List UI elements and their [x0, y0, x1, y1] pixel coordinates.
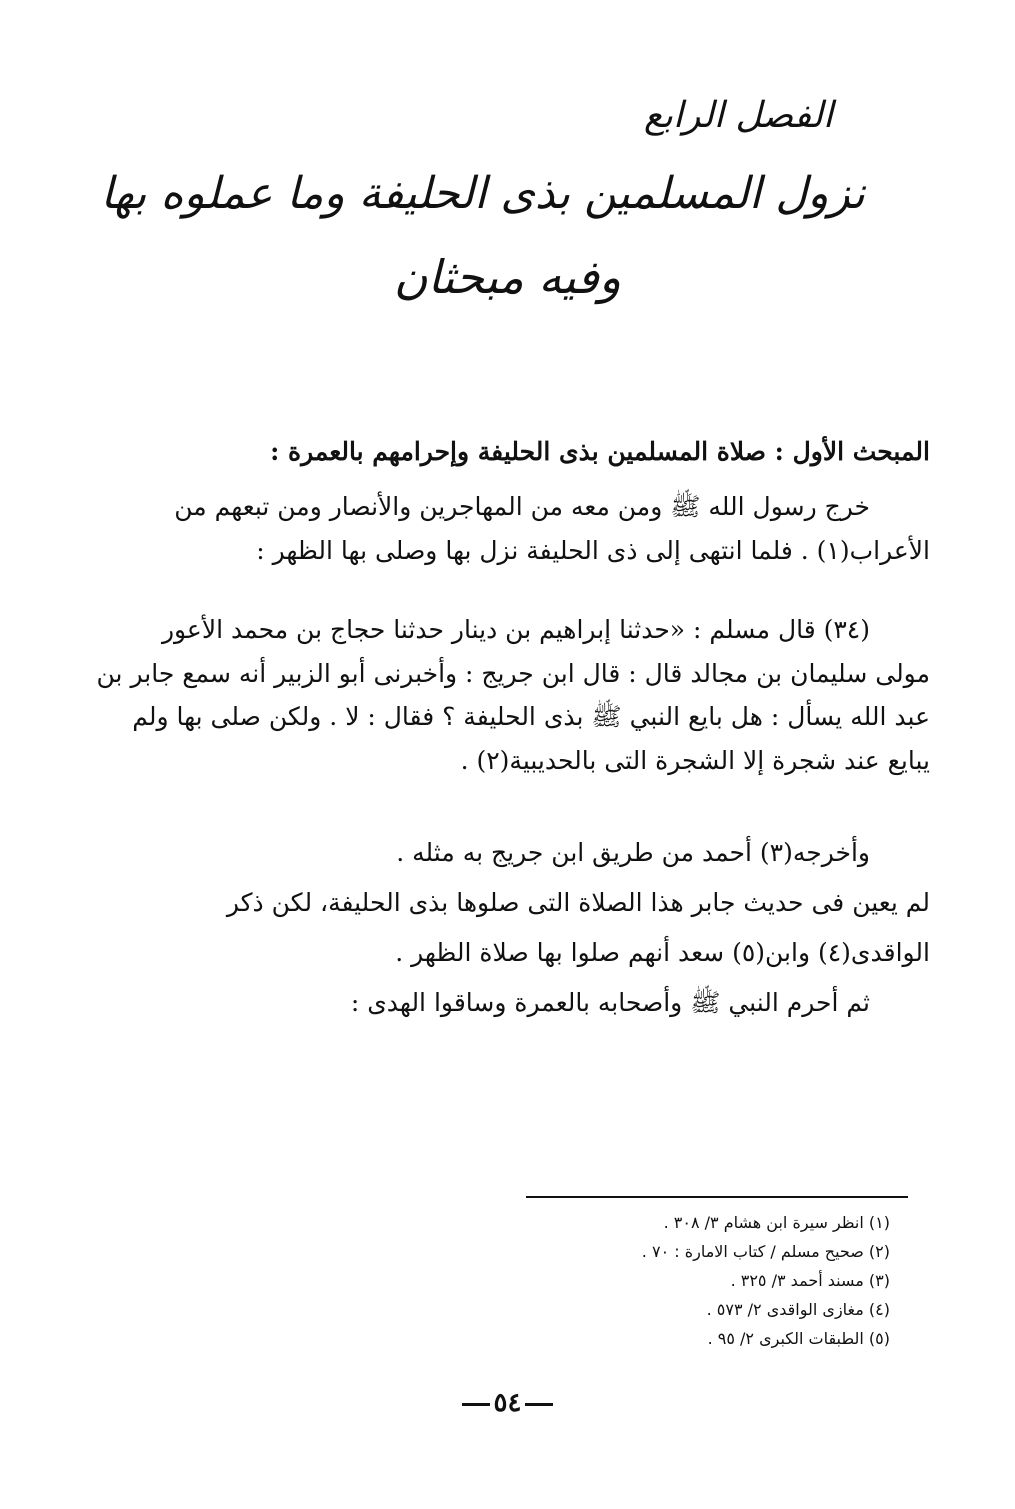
footnote: (٥) الطبقات الكبرى ٢/ ٩٥ . [707, 1329, 890, 1348]
paragraph-commentary [130, 828, 930, 1028]
paragraph-line: خرج رسول الله ﷺ ومن معه من المهاجرين والأنصار ومن تبعهم من [174, 492, 870, 521]
footnote: (١) انظر سيرة ابن هشام ٣/ ٣٠٨ . [663, 1213, 890, 1232]
dash-right [525, 1403, 553, 1406]
paragraph-intro [130, 485, 930, 573]
paragraph-line: لم يعين فى حديث جابر هذا الصلاة التى صلوها بذى الحليفة، لكن ذكر [226, 888, 930, 917]
footnote: (٤) مغازى الواقدى ٢/ ٥٧٣ . [706, 1300, 890, 1319]
footnote: (٢) صحيح مسلم / كتاب الامارة : ٧٠ . [641, 1242, 890, 1261]
footnote-divider [526, 1196, 908, 1198]
footnotes [490, 1208, 890, 1353]
dash-left [462, 1403, 490, 1406]
paragraph-line: الأعراب(١) . فلما انتهى إلى ذى الحليفة نزل بها وصلى بها الظهر : [256, 536, 930, 565]
paragraph-line: ثم أحرم النبي ﷺ وأصحابه بالعمرة وساقوا الهدى : [350, 988, 870, 1017]
paragraph-line: مولى سليمان بن مجالد قال : قال ابن جريج : وأخبرنى أبو الزبير أنه سمع جابر بن [96, 658, 930, 688]
page-number [0, 1388, 1015, 1418]
paragraph-line: عبد الله يسأل : هل بايع النبي ﷺ بذى الحليفة ؟ فقال : لا . ولكن صلى بها ولم [132, 702, 930, 731]
chapter-subtitle-line2: وفيه مبحثان [393, 250, 622, 304]
footnote: (٣) مسند أحمد ٣/ ٣٢٥ . [730, 1271, 890, 1290]
paragraph-line: (٣٤) قال مسلم : «حدثنا إبراهيم بن دينار حدثنا حجاج بن محمد الأعور [161, 615, 870, 644]
paragraph-line: الواقدى(٤) وابن(٥) سعد أنهم صلوا بها صلاة الظهر . [395, 938, 930, 967]
section-heading: المبحث الأول : صلاة المسلمين بذى الحليفة وإحرامهم بالعمرة : [270, 437, 930, 466]
paragraph-line: يبايع عند شجرة إلا الشجرة التى بالحديبية(٢) . [460, 745, 930, 775]
paragraph-hadith [96, 608, 930, 782]
chapter-subtitle: نزول المسلمين بذى الحليفة وما عملوه بها [100, 168, 865, 219]
chapter-title: الفصل الرابع [643, 95, 833, 136]
page-number-value: ٥٤ [493, 1388, 522, 1418]
paragraph-line: وأخرجه(٣) أحمد من طريق ابن جريج به مثله . [396, 838, 870, 867]
